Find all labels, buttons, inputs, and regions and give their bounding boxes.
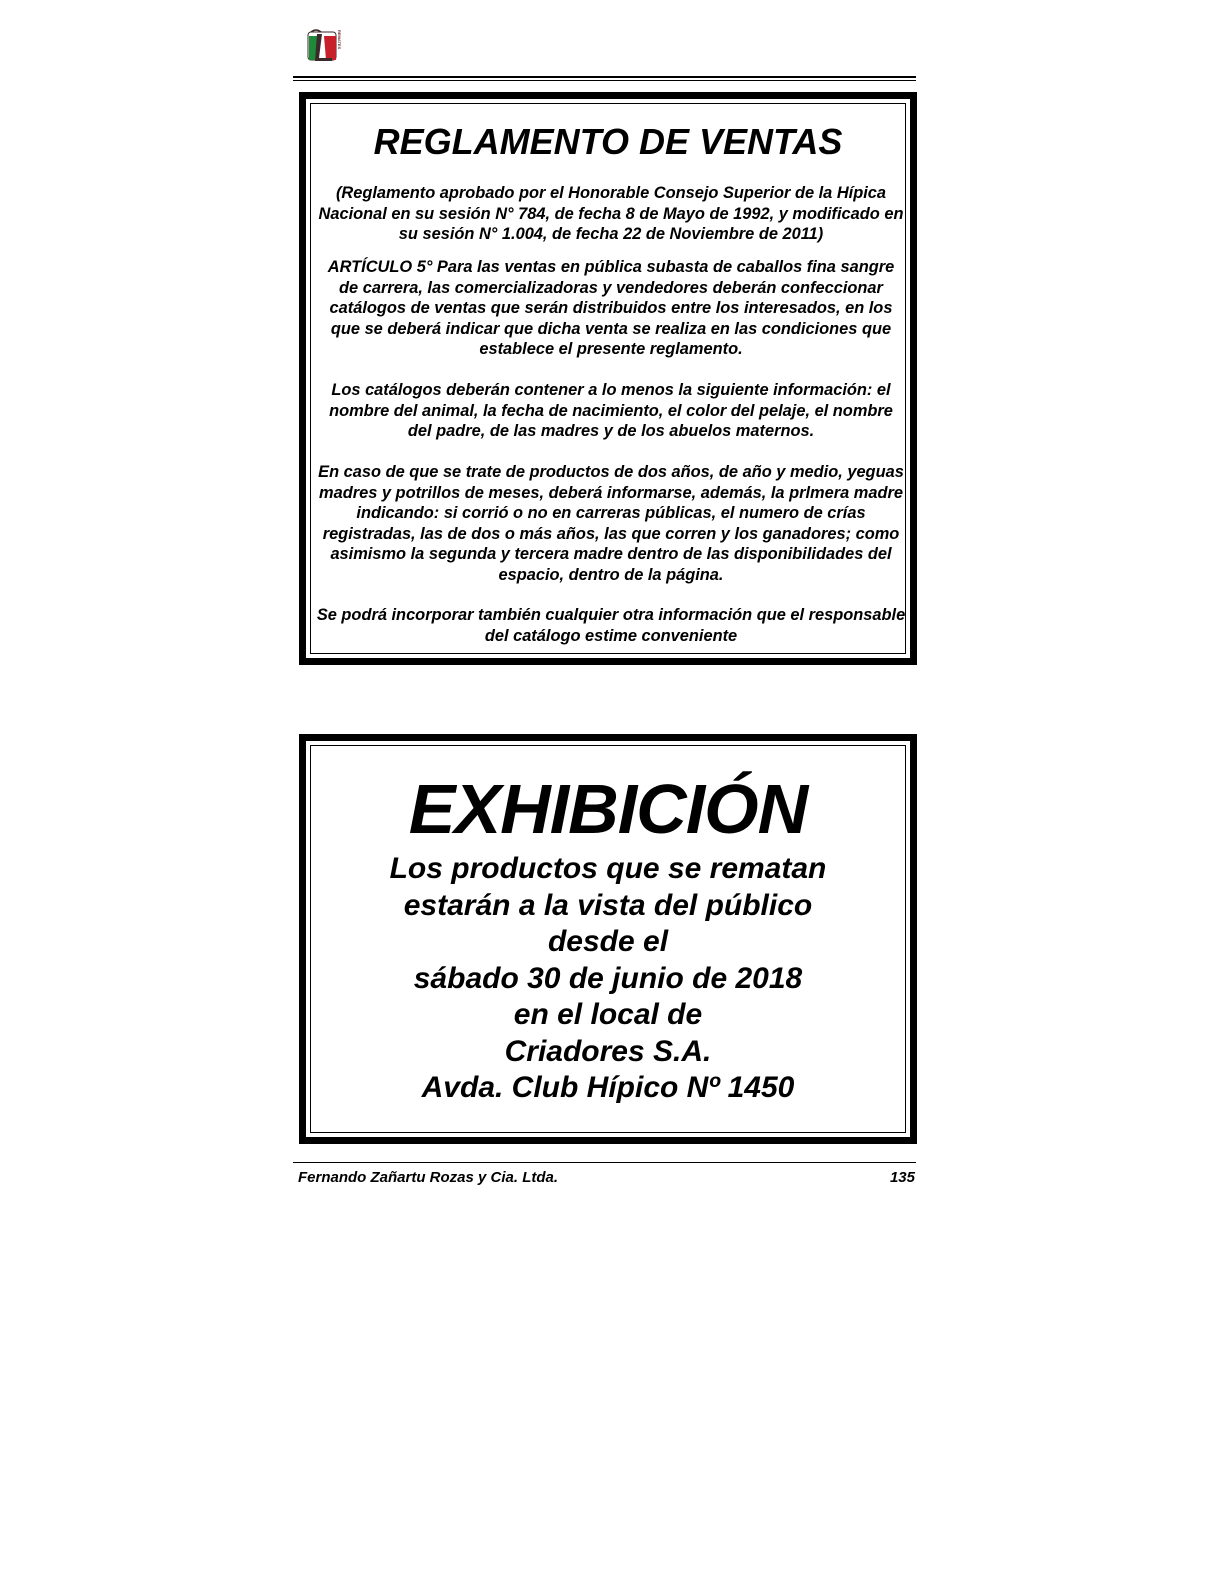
exhibicion-address: Avda. Club Hípico Nº 1450 — [421, 1071, 795, 1104]
reglamento-title: REGLAMENTO DE VENTAS — [373, 121, 843, 162]
exhibicion-line: en el local de — [513, 998, 703, 1031]
exhibicion-line: Los productos que se rematan — [389, 852, 827, 885]
exhibicion-line: desde el — [547, 925, 669, 958]
informacion-adicional-paragraph: Se podrá incorporar también cualquier otra información que el responsable del catálogo estime conveniente — [316, 606, 906, 645]
exhibicion-title: EXHIBICIÓN — [408, 770, 808, 848]
productos-paragraph: En caso de que se trate de productos de dos años, de año y medio, yeguas madres y potrillos de meses, deberá informarse, además, la prlmera madre indicando: si corrió o no en carreras públicas, el numero de crías registradas, las de dos o más años, las que corren y los ganadores; como asimismo la segunda y tercera madre dentro de las disponibilidades del espacio, dentro de la página. — [318, 463, 904, 584]
exhibicion-details — [306, 851, 910, 1107]
exhibicion-box — [299, 734, 917, 1144]
articulo-5-paragraph: ARTÍCULO 5° Para las ventas en pública subasta de caballos fina sangre de carrera, las comercializadoras y vendedores deberán confeccionar catálogos de ventas que serán distribuidos entre los interesados, en los que se deberá indicar que dicha venta se realiza en las condiciones que establece el presente reglamento. — [327, 258, 895, 358]
header-divider-thin — [293, 80, 916, 81]
page-number: 135 — [889, 1169, 915, 1186]
exhibicion-venue: Criadores S.A. — [504, 1034, 712, 1068]
exhibicion-line: estarán a la vista del público — [403, 888, 813, 922]
footer-company: Fernando Zañartu Rozas y Cia. Ltda. — [298, 1169, 559, 1186]
reglamento-subtitle: (Reglamento aprobado por el Honorable Consejo Superior de la Hípica Nacional en su sesión N° 784, de fecha 8 de Mayo de 1992, y modificado en su sesión N° 1.004, de fecha 22 de Noviembre de 2011) — [318, 184, 904, 243]
logo-text: REMATES — [337, 30, 342, 50]
footer-divider — [293, 1162, 916, 1163]
reglamento-box — [299, 92, 917, 665]
exhibicion-date: sábado 30 de junio de 2018 — [413, 961, 803, 995]
header-divider — [293, 76, 916, 78]
catalogos-paragraph: Los catálogos deberán contener a lo menos la siguiente información: el nombre del animal, la fecha de nacimiento, el color del pelaje, el nombre del padre, de las madres y de los abuelos maternos. — [329, 381, 893, 440]
